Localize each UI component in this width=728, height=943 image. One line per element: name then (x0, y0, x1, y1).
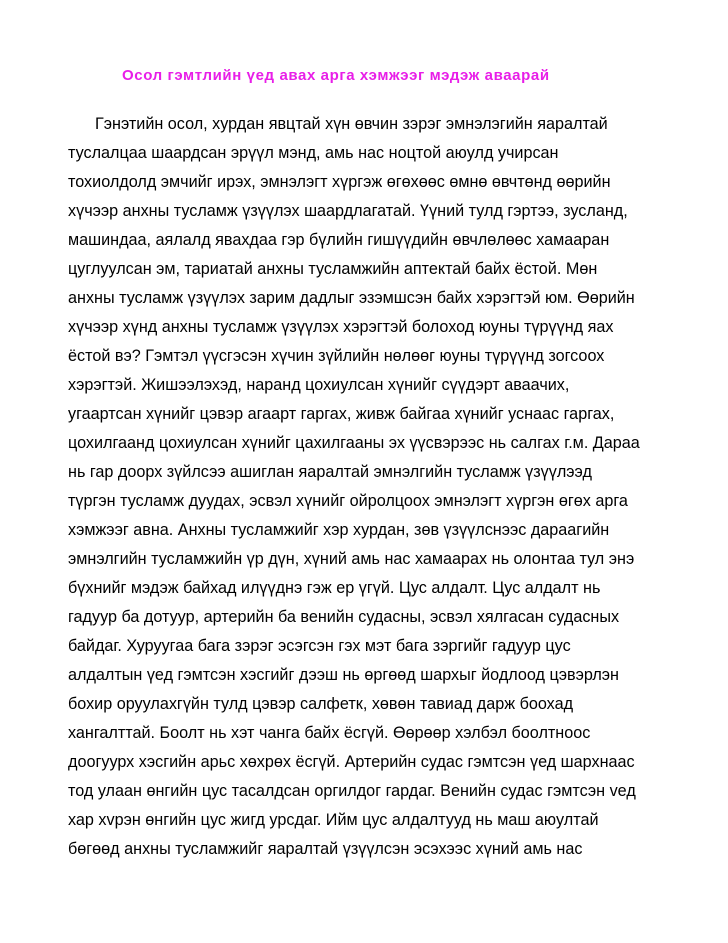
body-line: байдаг. Хуруугаа бага зэрэг эсэгсэн гэх мэт бага зэргийг гадуур цус (68, 637, 571, 655)
body-line: бүхнийг мэдэж байхад илүүднэ гэж ер үгүй. Цус алдалт. Цус алдалт нь (68, 579, 601, 597)
body-line: цохилгаанд цохиулсан хүнийг цахилгааны эх үүсвэрээс нь салгах г.м. Дараа (68, 434, 640, 452)
body-line: хүчээр анхны тусламж үзүүлэх шаардлагатай. Үүний тулд гэртээ, зусланд, (68, 202, 628, 220)
document-body (68, 110, 708, 864)
body-line: хэрэгтэй. Жишээлэхэд, наранд цохиулсан хүнийг сүүдэрт аваачих, (68, 376, 570, 394)
body-line: хангалттай. Боолт нь хэт чанга байх ёсгүй. Өөрөөр хэлбэл боолтноос (68, 724, 591, 742)
body-line: Гэнэтийн осол, хурдан явцтай хүн өвчин зэрэг эмнэлэгийн яаралтай (95, 115, 608, 133)
body-line: тохиолдолд эмчийг ирэх, эмнэлэгт хүргэж өгөхөөс өмнө өвчтөнд өөрийн (68, 173, 611, 191)
body-line: нь гар доорх зүйлсээ ашиглан яаралтай эмнэлгийн тусламж үзүүлээд (68, 463, 592, 481)
body-line: анхны тусламж үзүүлэх зарим дадлыг эзэмшсэн байх хэрэгтэй юм. Өөрийн (68, 289, 635, 307)
body-line: цуглуулсан эм, тариатай анхны тусламжийн аптектай байх ёстой. Мөн (68, 260, 598, 278)
body-line: тод улаан өнгийн цус тасалдсан оргилдог гардаг. Венийн судас гэмтсэн vед (68, 782, 636, 800)
body-line: туслалцаа шаардсан эрүүл мэнд, амь нас ноцтой аюулд учирсан (68, 144, 559, 162)
body-line: угаартсан хүнийг цэвэр агаарт гаргах, живж байгаа хүнийг уснаас гаргах, (68, 405, 615, 423)
body-line: алдалтын үед гэмтсэн хэсгийг дээш нь өргөөд шархыг йодлоод цэвэрлэн (68, 666, 619, 684)
body-line: гадуур ба дотуур, артерийн ба венийн судасны, эсвэл хялгасан судасных (68, 608, 620, 626)
body-line: хар хvрэн өнгийн цус жигд урсдаг. Ийм цус алдалтууд нь маш аюултай (68, 811, 599, 829)
document-title: Осол гэмтлийн үед авах арга хэмжээг мэдэж аваарай (122, 67, 550, 84)
body-line: ёстой вэ? Гэмтэл үүсгэсэн хүчин зүйлийн нөлөөг юуны түрүүнд зогсоох (68, 347, 605, 365)
body-line: эмнэлгийн тусламжийн үр дүн, хүний амь нас хамаарах нь олонтаа тул энэ (68, 550, 635, 568)
body-line: машиндаа, аялалд явахдаа гэр бүлийн гишүүдийн өвчлөлөөс хамааран (68, 231, 610, 249)
body-line: түргэн тусламж дуудах, эсвэл хүнийг ойролцоох эмнэлэгт хүргэн өгөх арга (68, 492, 628, 510)
body-line: хэмжээг авна. Анхны тусламжийг хэр хурдан, зөв үзүүлснээс дараагийн (68, 521, 610, 539)
body-line: доогуурх хэсгийн арьс хөхрөх ёсгүй. Артерийн судас гэмтсэн үед шархнаас (68, 753, 635, 771)
body-line: хүчээр хүнд анхны тусламж үзүүлэх хэрэгтэй болоход юуны түрүүнд яах (68, 318, 614, 336)
body-line: бохир оруулахгүйн тулд цэвэр салфетк, хөвөн тавиад дарж боохад (68, 695, 574, 713)
body-line: бөгөөд анхны тусламжийг яаралтай үзүүлсэн эсэхээс хүний амь нас (68, 840, 583, 858)
